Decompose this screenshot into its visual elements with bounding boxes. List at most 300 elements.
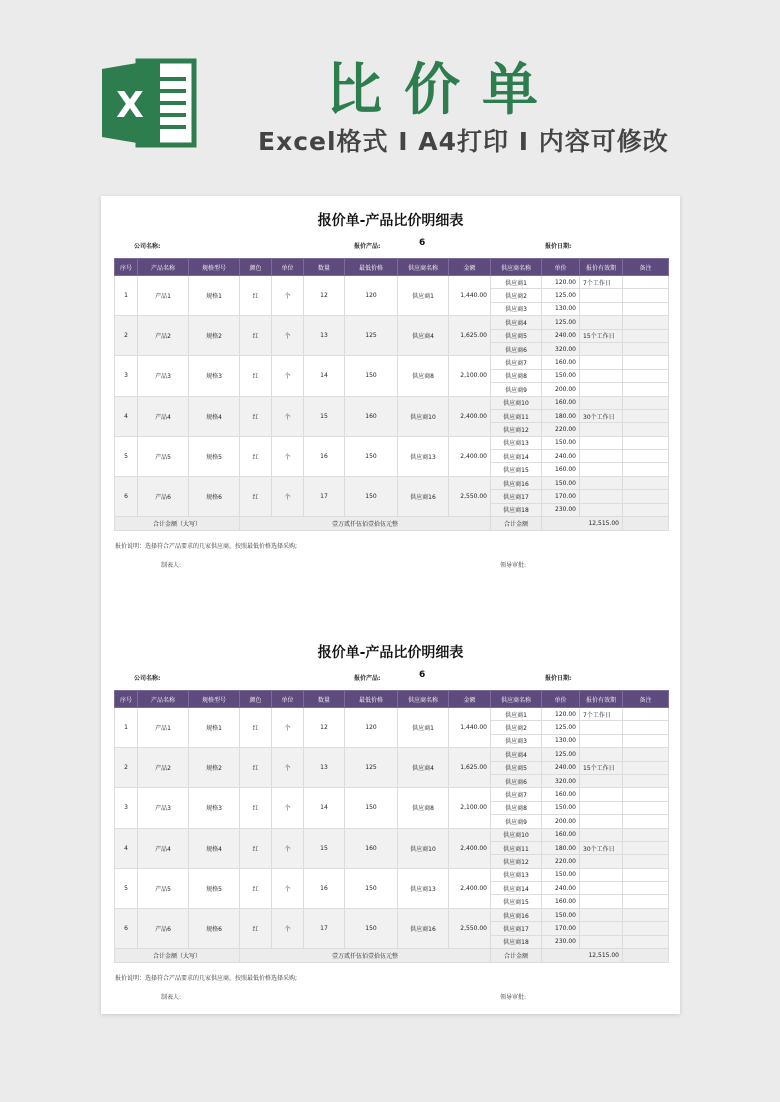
quote-unit-price: 120.00 xyxy=(542,708,580,721)
column-header: 供应商名称 xyxy=(491,259,542,276)
total-label: 合计金额 xyxy=(491,517,542,531)
quote-supplier: 供应商3 xyxy=(491,734,542,747)
quote-unit-price: 220.00 xyxy=(542,855,580,868)
table-header-row xyxy=(115,259,669,276)
quote-validity xyxy=(580,774,623,787)
quote-remark xyxy=(623,734,669,747)
quote-supplier: 供应商14 xyxy=(491,450,542,463)
product-color: 红 xyxy=(240,828,272,868)
column-header: 数量 xyxy=(304,259,345,276)
total-label-uppercase: 合计金额（大写） xyxy=(115,517,240,531)
quote-validity xyxy=(580,828,623,841)
table-row xyxy=(115,316,669,329)
column-header: 序号 xyxy=(115,259,138,276)
lowest-price: 150 xyxy=(345,788,398,828)
lowest-price: 150 xyxy=(345,868,398,908)
product-quantity: 13 xyxy=(304,748,345,788)
row-number: 6 xyxy=(115,476,138,516)
quote-remark xyxy=(623,788,669,801)
product-spec: 规格2 xyxy=(189,316,240,356)
column-header: 单位 xyxy=(272,259,304,276)
quote-supplier: 供应商17 xyxy=(491,490,542,503)
lowest-price: 125 xyxy=(345,316,398,356)
column-header: 供应商名称 xyxy=(491,691,542,708)
quote-remark xyxy=(623,289,669,302)
row-number: 6 xyxy=(115,908,138,948)
quote-supplier: 供应商5 xyxy=(491,329,542,342)
line-amount: 1,440.00 xyxy=(449,276,491,316)
quote-supplier: 供应商12 xyxy=(491,855,542,868)
product-name: 产品5 xyxy=(138,436,189,476)
quote-validity: 30个工作日 xyxy=(580,841,623,854)
product-unit: 个 xyxy=(272,436,304,476)
quote-remark xyxy=(623,463,669,476)
lowest-supplier: 供应商13 xyxy=(398,436,449,476)
column-header: 数量 xyxy=(304,691,345,708)
table-row xyxy=(115,908,669,921)
product-name: 产品2 xyxy=(138,316,189,356)
table-row xyxy=(115,748,669,761)
quote-unit-price: 180.00 xyxy=(542,841,580,854)
quote-remark xyxy=(623,855,669,868)
quote-supplier: 供应商10 xyxy=(491,828,542,841)
quote-validity xyxy=(580,748,623,761)
column-header: 金额 xyxy=(449,691,491,708)
row-number: 3 xyxy=(115,788,138,828)
product-label: 报价产品: xyxy=(354,243,381,250)
product-color: 红 xyxy=(240,868,272,908)
quote-unit-price: 125.00 xyxy=(542,748,580,761)
quote-validity xyxy=(580,895,623,908)
product-quantity: 17 xyxy=(304,908,345,948)
product-name: 产品4 xyxy=(138,396,189,436)
line-amount: 2,100.00 xyxy=(449,356,491,396)
quote-remark xyxy=(623,721,669,734)
quote-remark xyxy=(623,708,669,721)
quote-validity: 7个工作日 xyxy=(580,276,623,289)
product-spec: 规格5 xyxy=(189,436,240,476)
product-name: 产品3 xyxy=(138,356,189,396)
product-color: 红 xyxy=(240,276,272,316)
lowest-supplier: 供应商4 xyxy=(398,748,449,788)
quote-remark xyxy=(623,423,669,436)
row-number: 4 xyxy=(115,828,138,868)
quote-supplier: 供应商1 xyxy=(491,276,542,289)
product-quantity: 16 xyxy=(304,436,345,476)
quote-remark xyxy=(623,503,669,516)
line-amount: 2,550.00 xyxy=(449,476,491,516)
quote-validity xyxy=(580,815,623,828)
quote-remark xyxy=(623,329,669,342)
total-remark xyxy=(623,517,669,531)
row-number: 1 xyxy=(115,276,138,316)
line-amount: 2,400.00 xyxy=(449,828,491,868)
column-header: 颜色 xyxy=(240,691,272,708)
quote-block-2 xyxy=(101,628,680,1028)
column-header: 颜色 xyxy=(240,259,272,276)
product-spec: 规格6 xyxy=(189,476,240,516)
table-row xyxy=(115,868,669,881)
quote-unit-price: 120.00 xyxy=(542,276,580,289)
quote-unit-price: 150.00 xyxy=(542,476,580,489)
lowest-supplier: 供应商16 xyxy=(398,908,449,948)
product-unit: 个 xyxy=(272,788,304,828)
lowest-price: 120 xyxy=(345,276,398,316)
quote-validity xyxy=(580,882,623,895)
quote-validity xyxy=(580,476,623,489)
quote-validity xyxy=(580,503,623,516)
quote-supplier: 供应商8 xyxy=(491,369,542,382)
product-name: 产品6 xyxy=(138,908,189,948)
quote-supplier: 供应商6 xyxy=(491,342,542,355)
quote-supplier: 供应商18 xyxy=(491,935,542,948)
lowest-price: 160 xyxy=(345,828,398,868)
quote-validity: 30个工作日 xyxy=(580,409,623,422)
quote-unit-price: 240.00 xyxy=(542,882,580,895)
row-number: 2 xyxy=(115,748,138,788)
quote-validity xyxy=(580,369,623,382)
quote-validity xyxy=(580,356,623,369)
product-quantity: 15 xyxy=(304,828,345,868)
product-color: 红 xyxy=(240,356,272,396)
quote-unit-price: 200.00 xyxy=(542,383,580,396)
total-amount: 12,515.00 xyxy=(542,949,623,963)
quote-supplier: 供应商9 xyxy=(491,815,542,828)
quote-unit-price: 200.00 xyxy=(542,815,580,828)
column-header: 最低价格 xyxy=(345,259,398,276)
product-color: 红 xyxy=(240,708,272,748)
quote-unit-price: 125.00 xyxy=(542,316,580,329)
lowest-price: 150 xyxy=(345,436,398,476)
quote-unit-price: 130.00 xyxy=(542,734,580,747)
lowest-supplier: 供应商1 xyxy=(398,276,449,316)
table-row xyxy=(115,396,669,409)
product-quantity: 17 xyxy=(304,476,345,516)
quote-unit-price: 160.00 xyxy=(542,356,580,369)
product-count: 6 xyxy=(419,670,426,680)
product-spec: 规格5 xyxy=(189,868,240,908)
company-name-label: 公司名称: xyxy=(134,675,161,682)
total-amount: 12,515.00 xyxy=(542,517,623,531)
quote-supplier: 供应商4 xyxy=(491,316,542,329)
quote-unit-price: 230.00 xyxy=(542,503,580,516)
quote-unit-price: 125.00 xyxy=(542,721,580,734)
product-spec: 规格6 xyxy=(189,908,240,948)
product-name: 产品2 xyxy=(138,748,189,788)
table-row xyxy=(115,356,669,369)
quote-remark xyxy=(623,356,669,369)
quote-supplier: 供应商17 xyxy=(491,922,542,935)
quote-validity xyxy=(580,450,623,463)
quote-remark xyxy=(623,841,669,854)
lowest-supplier: 供应商10 xyxy=(398,828,449,868)
quote-unit-price: 230.00 xyxy=(542,935,580,948)
lowest-price: 160 xyxy=(345,396,398,436)
table-row xyxy=(115,708,669,721)
product-color: 红 xyxy=(240,476,272,516)
quote-remark xyxy=(623,436,669,449)
column-header: 产品名称 xyxy=(138,259,189,276)
quote-supplier: 供应商2 xyxy=(491,289,542,302)
product-name: 产品1 xyxy=(138,276,189,316)
quote-supplier: 供应商5 xyxy=(491,761,542,774)
product-unit: 个 xyxy=(272,276,304,316)
row-number: 4 xyxy=(115,396,138,436)
quote-supplier: 供应商8 xyxy=(491,801,542,814)
sheet-title: 报价单-产品比价明细表 xyxy=(317,645,464,661)
quote-validity xyxy=(580,855,623,868)
quote-validity xyxy=(580,383,623,396)
quote-remark xyxy=(623,828,669,841)
quote-unit-price: 150.00 xyxy=(542,868,580,881)
quote-unit-price: 240.00 xyxy=(542,329,580,342)
quote-note: 报价说明：选择符合产品要求的几家供应商，按照最低价格选择采购; xyxy=(115,543,298,550)
quote-unit-price: 150.00 xyxy=(542,369,580,382)
total-label: 合计金额 xyxy=(491,949,542,963)
product-color: 红 xyxy=(240,396,272,436)
quote-validity xyxy=(580,788,623,801)
quote-validity: 7个工作日 xyxy=(580,708,623,721)
product-color: 红 xyxy=(240,748,272,788)
quote-unit-price: 170.00 xyxy=(542,922,580,935)
quote-remark xyxy=(623,748,669,761)
date-label: 报价日期: xyxy=(545,675,572,682)
quote-supplier: 供应商10 xyxy=(491,396,542,409)
column-header: 备注 xyxy=(623,691,669,708)
total-row xyxy=(115,949,669,963)
lowest-supplier: 供应商4 xyxy=(398,316,449,356)
quote-validity: 15个工作日 xyxy=(580,329,623,342)
line-amount: 2,400.00 xyxy=(449,868,491,908)
quote-unit-price: 180.00 xyxy=(542,409,580,422)
quote-unit-price: 160.00 xyxy=(542,463,580,476)
quote-unit-price: 150.00 xyxy=(542,801,580,814)
quote-unit-price: 320.00 xyxy=(542,342,580,355)
page-subtitle: Excel格式 I A4打印 I 内容可修改 xyxy=(258,127,669,156)
product-unit: 个 xyxy=(272,708,304,748)
quote-validity xyxy=(580,490,623,503)
quote-unit-price: 160.00 xyxy=(542,396,580,409)
row-number: 2 xyxy=(115,316,138,356)
product-unit: 个 xyxy=(272,476,304,516)
quote-supplier: 供应商11 xyxy=(491,409,542,422)
lowest-price: 125 xyxy=(345,748,398,788)
column-header: 序号 xyxy=(115,691,138,708)
quote-supplier: 供应商1 xyxy=(491,708,542,721)
quote-unit-price: 240.00 xyxy=(542,450,580,463)
table-row xyxy=(115,828,669,841)
quote-remark xyxy=(623,815,669,828)
product-unit: 个 xyxy=(272,908,304,948)
quote-validity xyxy=(580,801,623,814)
table-row xyxy=(115,476,669,489)
product-unit: 个 xyxy=(272,868,304,908)
total-amount-words: 壹万贰仟伍佰壹拾伍元整 xyxy=(240,517,491,531)
lowest-price: 120 xyxy=(345,708,398,748)
total-remark xyxy=(623,949,669,963)
table-header-row xyxy=(115,691,669,708)
lowest-supplier: 供应商1 xyxy=(398,708,449,748)
quote-supplier: 供应商7 xyxy=(491,356,542,369)
quote-validity xyxy=(580,922,623,935)
product-unit: 个 xyxy=(272,828,304,868)
lowest-supplier: 供应商13 xyxy=(398,868,449,908)
quote-validity xyxy=(580,302,623,315)
column-header: 单价 xyxy=(542,259,580,276)
maker-label: 制表人: xyxy=(161,994,182,1001)
maker-label: 制表人: xyxy=(161,562,182,569)
logo-letter: X xyxy=(116,85,144,126)
product-quantity: 14 xyxy=(304,356,345,396)
column-header: 备注 xyxy=(623,259,669,276)
quote-remark xyxy=(623,383,669,396)
lowest-price: 150 xyxy=(345,908,398,948)
quote-remark xyxy=(623,450,669,463)
quote-supplier: 供应商14 xyxy=(491,882,542,895)
column-header: 单价 xyxy=(542,691,580,708)
quote-remark xyxy=(623,935,669,948)
quote-validity xyxy=(580,721,623,734)
quote-remark xyxy=(623,801,669,814)
line-amount: 1,440.00 xyxy=(449,708,491,748)
quote-validity xyxy=(580,423,623,436)
quote-validity xyxy=(580,316,623,329)
quote-supplier: 供应商15 xyxy=(491,895,542,908)
quote-remark xyxy=(623,908,669,921)
quote-remark xyxy=(623,409,669,422)
column-header: 规格型号 xyxy=(189,259,240,276)
quote-remark xyxy=(623,276,669,289)
product-count: 6 xyxy=(419,238,426,248)
total-amount-words: 壹万贰仟伍佰壹拾伍元整 xyxy=(240,949,491,963)
quote-remark xyxy=(623,342,669,355)
quote-supplier: 供应商7 xyxy=(491,788,542,801)
product-name: 产品1 xyxy=(138,708,189,748)
product-quantity: 15 xyxy=(304,396,345,436)
product-quantity: 12 xyxy=(304,276,345,316)
price-comparison-table xyxy=(114,690,669,963)
lowest-price: 150 xyxy=(345,476,398,516)
quote-supplier: 供应商9 xyxy=(491,383,542,396)
column-header: 报价有效期 xyxy=(580,259,623,276)
product-quantity: 12 xyxy=(304,708,345,748)
table-row xyxy=(115,436,669,449)
quote-remark xyxy=(623,868,669,881)
quote-supplier: 供应商18 xyxy=(491,503,542,516)
quote-validity xyxy=(580,734,623,747)
quote-unit-price: 125.00 xyxy=(542,289,580,302)
product-name: 产品5 xyxy=(138,868,189,908)
lowest-price: 150 xyxy=(345,356,398,396)
quote-validity xyxy=(580,935,623,948)
quote-supplier: 供应商11 xyxy=(491,841,542,854)
quote-block-1 xyxy=(101,196,680,596)
line-amount: 2,100.00 xyxy=(449,788,491,828)
quote-unit-price: 130.00 xyxy=(542,302,580,315)
quote-unit-price: 150.00 xyxy=(542,908,580,921)
quote-validity xyxy=(580,396,623,409)
quote-remark xyxy=(623,490,669,503)
company-name-label: 公司名称: xyxy=(134,243,161,250)
product-spec: 规格4 xyxy=(189,828,240,868)
quote-remark xyxy=(623,316,669,329)
lowest-supplier: 供应商10 xyxy=(398,396,449,436)
sheet-title: 报价单-产品比价明细表 xyxy=(317,213,464,229)
table-row xyxy=(115,788,669,801)
date-label: 报价日期: xyxy=(545,243,572,250)
quote-unit-price: 220.00 xyxy=(542,423,580,436)
row-number: 5 xyxy=(115,868,138,908)
quote-unit-price: 160.00 xyxy=(542,788,580,801)
row-number: 3 xyxy=(115,356,138,396)
row-number: 5 xyxy=(115,436,138,476)
product-color: 红 xyxy=(240,788,272,828)
product-unit: 个 xyxy=(272,316,304,356)
quote-validity xyxy=(580,868,623,881)
quote-validity xyxy=(580,436,623,449)
approver-label: 领导审批: xyxy=(500,994,527,1001)
quote-validity xyxy=(580,463,623,476)
quote-supplier: 供应商13 xyxy=(491,868,542,881)
quote-validity xyxy=(580,908,623,921)
column-header: 供应商名称 xyxy=(398,691,449,708)
quote-remark xyxy=(623,882,669,895)
quote-supplier: 供应商16 xyxy=(491,476,542,489)
product-spec: 规格3 xyxy=(189,356,240,396)
quote-remark xyxy=(623,302,669,315)
total-row xyxy=(115,517,669,531)
quote-unit-price: 150.00 xyxy=(542,436,580,449)
column-header: 产品名称 xyxy=(138,691,189,708)
quote-remark xyxy=(623,774,669,787)
product-color: 红 xyxy=(240,908,272,948)
quote-supplier: 供应商16 xyxy=(491,908,542,921)
quote-note: 报价说明：选择符合产品要求的几家供应商，按照最低价格选择采购; xyxy=(115,975,298,982)
lowest-supplier: 供应商8 xyxy=(398,788,449,828)
column-header: 报价有效期 xyxy=(580,691,623,708)
row-number: 1 xyxy=(115,708,138,748)
quote-unit-price: 160.00 xyxy=(542,828,580,841)
quote-supplier: 供应商4 xyxy=(491,748,542,761)
product-name: 产品3 xyxy=(138,788,189,828)
line-amount: 1,625.00 xyxy=(449,748,491,788)
product-name: 产品6 xyxy=(138,476,189,516)
product-unit: 个 xyxy=(272,396,304,436)
product-spec: 规格2 xyxy=(189,748,240,788)
product-quantity: 14 xyxy=(304,788,345,828)
column-header: 规格型号 xyxy=(189,691,240,708)
line-amount: 2,400.00 xyxy=(449,436,491,476)
table-row xyxy=(115,276,669,289)
total-label-uppercase: 合计金额（大写） xyxy=(115,949,240,963)
quote-remark xyxy=(623,761,669,774)
column-header: 金额 xyxy=(449,259,491,276)
quote-unit-price: 240.00 xyxy=(542,761,580,774)
column-header: 最低价格 xyxy=(345,691,398,708)
quote-unit-price: 320.00 xyxy=(542,774,580,787)
product-name: 产品4 xyxy=(138,828,189,868)
quote-unit-price: 160.00 xyxy=(542,895,580,908)
quote-remark xyxy=(623,369,669,382)
product-label: 报价产品: xyxy=(354,675,381,682)
product-unit: 个 xyxy=(272,748,304,788)
quote-supplier: 供应商2 xyxy=(491,721,542,734)
product-quantity: 13 xyxy=(304,316,345,356)
lowest-supplier: 供应商8 xyxy=(398,356,449,396)
quote-validity: 15个工作日 xyxy=(580,761,623,774)
lowest-supplier: 供应商16 xyxy=(398,476,449,516)
document-sheet xyxy=(101,196,680,1014)
